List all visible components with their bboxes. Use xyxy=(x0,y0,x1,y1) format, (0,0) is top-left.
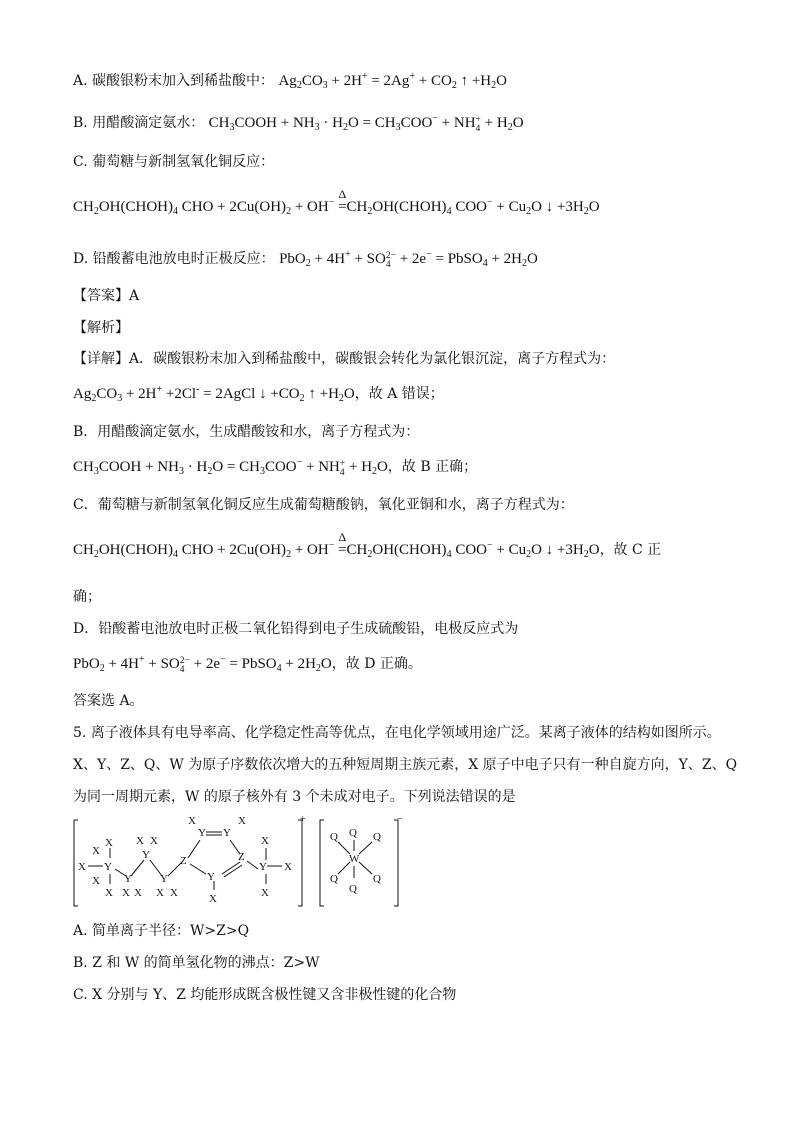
svg-text:X: X xyxy=(92,845,100,857)
q5-stem-line-1: 5. 离子液体具有电导率高、化学稳定性高等优点，在电化学领域用途广泛。某离子液体的结构如图所示。 xyxy=(73,725,721,741)
svg-text:X: X xyxy=(209,893,217,905)
svg-text:X: X xyxy=(105,887,113,899)
svg-text:X: X xyxy=(105,837,113,849)
detail-c-continuation: 确； xyxy=(73,589,101,605)
svg-text:Y: Y xyxy=(160,873,168,885)
detail-a-tail: ，故 A 错误； xyxy=(354,386,444,402)
svg-text:Q: Q xyxy=(349,883,357,895)
svg-text:X: X xyxy=(170,887,178,899)
option-b xyxy=(73,114,524,134)
q5-option-c: C. X 分别与 Y、Z 均能形成既含极性键又含非极性键的化合物 xyxy=(73,987,457,1003)
svg-text:X: X xyxy=(122,887,130,899)
svg-text:Q: Q xyxy=(330,831,338,843)
svg-text:W: W xyxy=(349,853,360,865)
option-c-label-line xyxy=(73,153,274,171)
svg-text:X: X xyxy=(284,861,292,873)
option-d-label: D. 铅酸蓄电池放电时正极反应： xyxy=(73,251,275,267)
detail-b-text: B．用醋酸滴定氨水，生成醋酸铵和水，离子方程式为： xyxy=(73,424,420,440)
conclusion: 答案选 A。 xyxy=(73,693,144,709)
svg-text:X: X xyxy=(238,815,246,827)
ionic-liquid-structure xyxy=(72,814,412,910)
svg-text:Y: Y xyxy=(124,873,132,885)
detail-a-text: 【详解】A．碳酸银粉末加入到稀盐酸中，碳酸银会转化为氯化银沉淀，离子方程式为： xyxy=(73,351,616,367)
svg-text:Y: Y xyxy=(142,849,150,861)
option-c-equation: $CH_2OH(CHOH)_4$ CHO + $2Cu(OH)_2 + OH^-$ Δ $=CH_2OH(CHOH)_4$ $COO^- + Cu_2O$ ↓ $+3H_2O$ xyxy=(73,187,600,217)
option-b-equation: $CH_3COOH + NH_3 \cdot H_2O = CH_3COO^-$ + NH $_{+ 4}$ + $H_2O$ xyxy=(208,113,524,134)
detail-b-equation: $CH_3COOH + NH_3 \cdot H_2O = CH_3COO^-$ + NH $_{+ 4}$ + $H_2O$ xyxy=(73,457,388,478)
detail-d-tail: ，故 D 正确。 xyxy=(331,656,422,672)
detail-c-text: C．葡萄糖与新制氢氧化铜反应生成葡萄糖酸钠，氧化亚铜和水，离子方程式为： xyxy=(73,497,574,513)
svg-text:Z: Z xyxy=(180,855,187,867)
svg-text:Y: Y xyxy=(198,827,206,839)
detail-a-equation: $Ag_2CO_3 + 2H^+ +2Cl^-$ = 2AgCl ↓ $+CO_2$ ↑ $+H_2O$ xyxy=(73,384,355,404)
option-c-label: C. 葡萄糖与新制氢氧化铜反应： xyxy=(73,154,275,170)
analysis-heading: 【解析】 xyxy=(73,320,129,336)
option-d-equation: PbO$_2$ + 4H+ + SO $_{2- 4}$ + 2e− = PbSO$_4$ + $2H_2O$ xyxy=(279,249,538,270)
detail-b-equation-line xyxy=(73,458,477,478)
svg-text:X: X xyxy=(92,875,100,887)
svg-text:Q: Q xyxy=(349,827,357,839)
svg-text:X: X xyxy=(134,887,142,899)
svg-text:Y: Y xyxy=(104,861,112,873)
q5-option-a: A. 简单离子半径：W>Z>Q xyxy=(73,923,250,939)
detail-c-equation: $CH_2OH(CHOH)_4$ CHO + $2Cu(OH)_2 + OH^-$ Δ $=CH_2OH(CHOH)_4$ $COO^- + Cu_2O$ ↓ $+3H_2O$ xyxy=(73,530,600,560)
svg-text:Q: Q xyxy=(373,831,381,843)
detail-d-equation-line xyxy=(73,655,422,675)
detail-b-tail: ，故 B 正确； xyxy=(387,459,478,475)
option-b-label: B. 用醋酸滴定氨水： xyxy=(73,115,205,131)
svg-text:X: X xyxy=(136,835,144,847)
svg-text:X: X xyxy=(188,815,196,827)
detail-d-text: D．铅酸蓄电池放电时正极二氧化铅得到电子生成硫酸铅，电极反应式为 xyxy=(73,621,519,637)
q5-option-b: B. Z 和 W 的简单氢化物的沸点：Z>W xyxy=(73,955,320,971)
svg-text:+: + xyxy=(300,814,306,825)
detail-c-equation-line xyxy=(73,530,662,560)
svg-text:−: − xyxy=(397,814,403,825)
option-a xyxy=(73,72,507,90)
option-a-equation: $Ag_2CO_3 + 2H^+ = 2Ag^+ + CO_2$ ↑ $+H_2O$ xyxy=(278,71,507,91)
svg-text:X: X xyxy=(150,835,158,847)
svg-text:X: X xyxy=(261,835,269,847)
detail-d-equation: PbO$_2$ + 4H+ + SO $_{2- 4}$ + 2e− = PbSO$_4$ + $2H_2O$ xyxy=(73,654,332,675)
svg-text:X: X xyxy=(78,861,86,873)
option-d xyxy=(73,250,538,270)
q5-stem-line-3: 为同一周期元素，W 的原子核外有 3 个未成对电子。下列说法错误的是 xyxy=(73,789,516,805)
detail-a-equation-line xyxy=(73,385,444,403)
q5-stem-line-2: X、Y、Z、Q、W 为原子序数依次增大的五种短周期主族元素，X 原子中电子只有一种自旋方向，Y、Z、Q xyxy=(73,757,738,773)
detail-c-tail: ，故 C 正 xyxy=(599,542,662,558)
svg-text:Z: Z xyxy=(238,851,245,863)
svg-text:Y: Y xyxy=(259,861,267,873)
svg-text:Y: Y xyxy=(207,871,215,883)
svg-text:Q: Q xyxy=(373,873,381,885)
svg-text:X: X xyxy=(156,887,164,899)
answer: 【答案】A xyxy=(73,288,140,304)
svg-text:Y: Y xyxy=(223,827,231,839)
option-a-label: A. 碳酸银粉末加入到稀盐酸中： xyxy=(73,73,275,89)
svg-text:X: X xyxy=(261,887,269,899)
svg-text:Q: Q xyxy=(330,873,338,885)
